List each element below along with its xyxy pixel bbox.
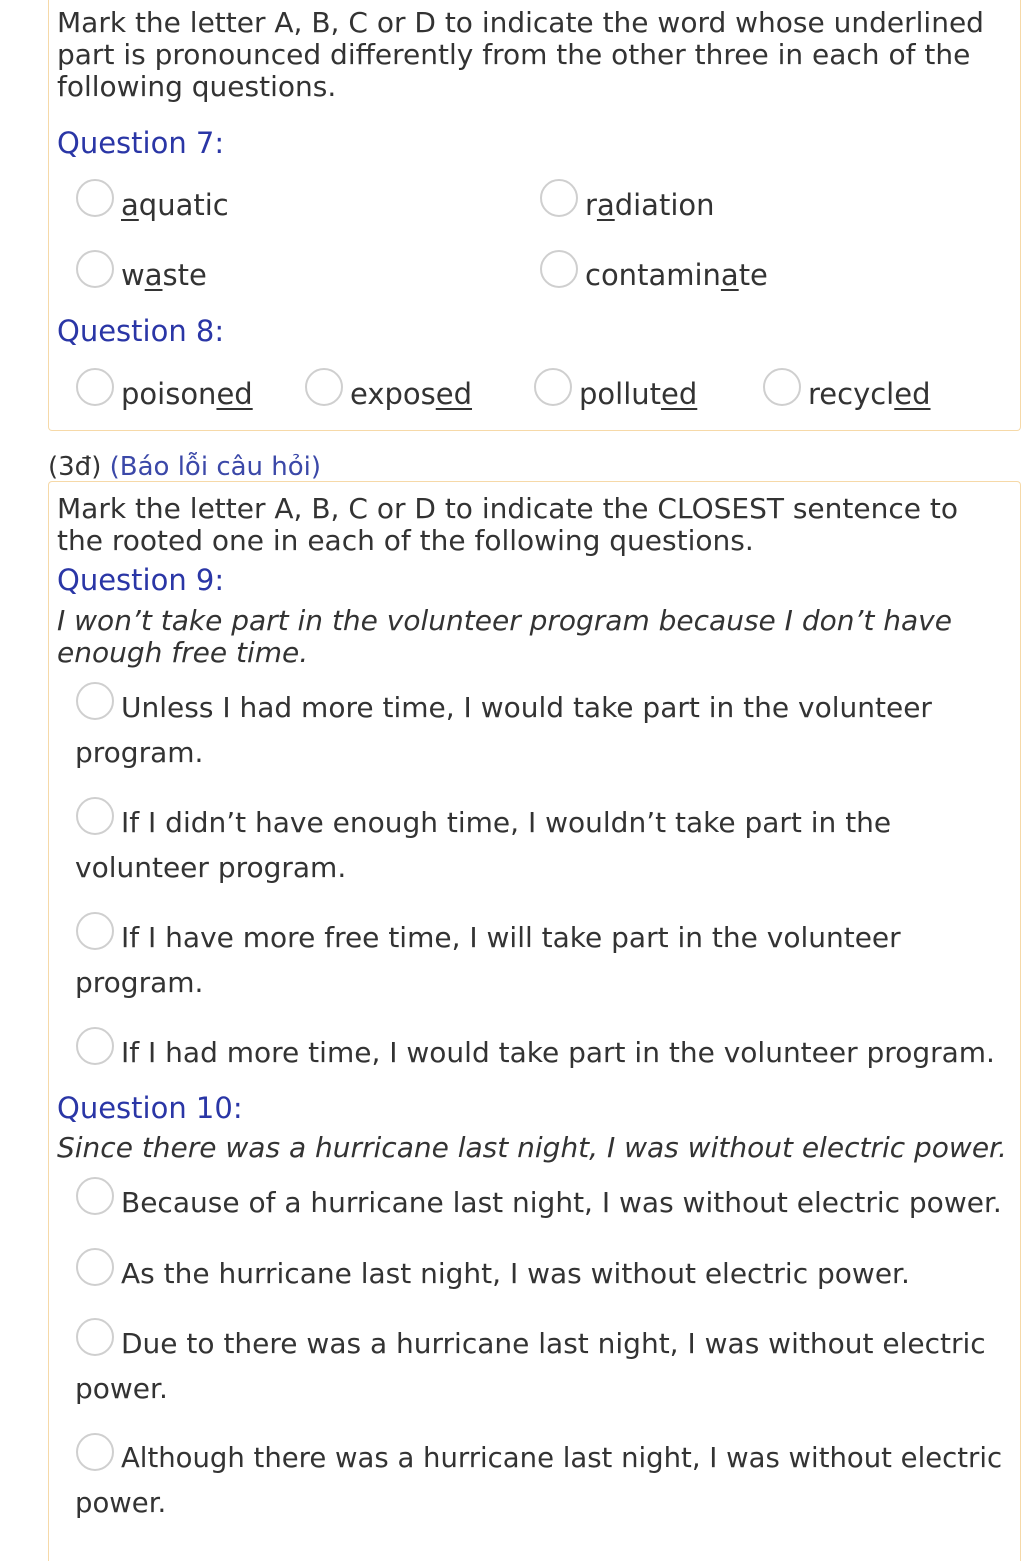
report-error-link[interactable]: (Báo lỗi câu hỏi) xyxy=(109,452,322,482)
q10-option-b[interactable]: As the hurricane last night, I was without electric power. xyxy=(121,1257,910,1290)
question-7-title: Question 7: xyxy=(57,126,225,160)
question-9-prompt: I won’t take part in the volunteer program because I don’t have enough free time. xyxy=(57,604,952,669)
q8-option-b[interactable]: exposed xyxy=(350,377,473,411)
q8-option-b-radio[interactable] xyxy=(305,368,343,406)
q9-option-b[interactable]: If I didn’t have enough time, I wouldn’t take part in the volunteer program. xyxy=(75,806,892,884)
q9-option-a[interactable]: Unless I had more time, I would take part in the volunteer program. xyxy=(75,691,932,769)
score-label: (3đ) xyxy=(48,452,102,482)
question-10-prompt: Since there was a hurricane last night, I was without electric power. xyxy=(57,1131,1007,1164)
question-header xyxy=(48,451,321,483)
q9-option-c[interactable]: If I have more free time, I will take part in the volunteer program. xyxy=(75,921,901,999)
q10-option-d[interactable]: Although there was a hurricane last night, I was without electric power. xyxy=(75,1442,1003,1519)
q7-option-c-radio[interactable] xyxy=(76,250,114,288)
q10-option-a[interactable]: Because of a hurricane last night, I was without electric power. xyxy=(121,1186,1002,1219)
question-8-title: Question 8: xyxy=(57,314,225,348)
q7-option-b[interactable]: radiation xyxy=(585,188,715,222)
q7-option-a[interactable]: aquatic xyxy=(121,188,229,222)
q7-option-b-radio[interactable] xyxy=(540,179,578,217)
q8-option-a[interactable]: poisoned xyxy=(121,377,253,411)
q8-option-a-radio[interactable] xyxy=(76,368,114,406)
q7-option-d[interactable]: contaminate xyxy=(585,258,768,292)
q10-option-c[interactable]: Due to there was a hurricane last night, I was without electric power. xyxy=(75,1327,986,1405)
q7-option-a-radio[interactable] xyxy=(76,179,114,217)
q8-option-c-radio[interactable] xyxy=(534,368,572,406)
instruction-pronunciation: Mark the letter A, B, C or D to indicate the word whose underlined part is pronounced differently from the other three in each of the following questions. xyxy=(57,6,984,103)
question-9-title: Question 9: xyxy=(57,563,225,597)
q9-option-d[interactable]: If I had more time, I would take part in the volunteer program. xyxy=(121,1036,995,1069)
instruction-closest-sentence: Mark the letter A, B, C or D to indicate the CLOSEST sentence to the rooted one in each of the following questions. xyxy=(57,492,958,557)
q7-option-c[interactable]: waste xyxy=(121,258,207,292)
q8-option-d[interactable]: recycled xyxy=(808,377,931,411)
q8-option-c[interactable]: polluted xyxy=(579,377,698,411)
question-10-title: Question 10: xyxy=(57,1091,243,1125)
q8-option-d-radio[interactable] xyxy=(763,368,801,406)
q7-option-d-radio[interactable] xyxy=(540,250,578,288)
